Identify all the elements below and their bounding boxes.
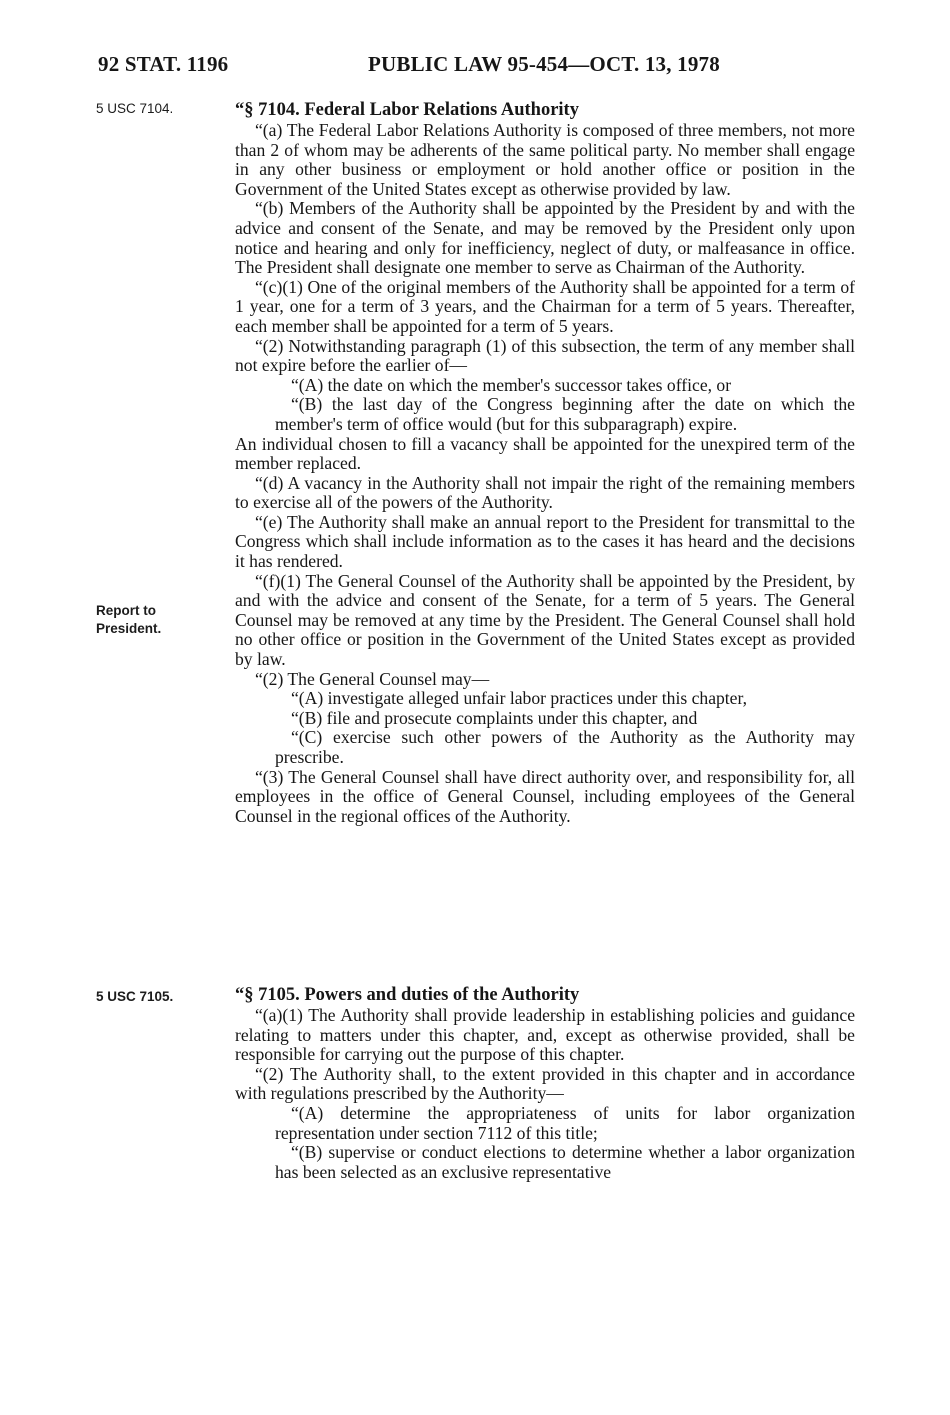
subparagraph-f2-c: “(C) exercise such other powers of the Authority as the Authority may prescribe. — [275, 727, 855, 767]
running-header: PUBLIC LAW 95-454—OCT. 13, 1978 — [368, 52, 720, 76]
subparagraph-f2-a: “(A) investigate alleged unfair labor practices under this chapter, — [291, 688, 748, 709]
paragraph-c2: “(2) Notwithstanding paragraph (1) of this subsection, the term of any member shall not expire before the earlier of— — [235, 335, 855, 376]
subparagraph-7105-a2-b: “(B) supervise or conduct elections to determine whether a labor organization has been selected as an exclusive representative — [275, 1142, 855, 1182]
margin-note-usc-7105: 5 USC 7105. — [96, 989, 174, 1004]
paragraph-a: “(a) The Federal Labor Relations Authority is composed of three members, not more than 2 of whom may be adherents of the same political party. No member shall engage in any other business or employment or hold another office or position in the Government of the United States except as otherwise provided by law. — [235, 120, 855, 199]
subparagraph-c2-a: “(A) the date on which the member's successor takes office, or — [291, 374, 732, 395]
paragraph-f3: “(3) The General Counsel shall have direct authority over, and responsibility for, all employees in the office of General Counsel, including employees of the General Counsel in the regional offices of the Authority. — [235, 766, 855, 826]
section-7105 — [235, 985, 855, 1182]
paragraph-f2: “(2) The General Counsel may— — [255, 668, 490, 689]
page-stat-citation: 92 STAT. 1196 — [98, 52, 229, 76]
paragraph-b: “(b) Members of the Authority shall be appointed by the President by and with the advice and consent of the Senate, and may be removed by the President only upon notice and hearing and only for inefficiency, neglect of duty, or malfeasance in office. The President shall designate one member to serve as Chairman of the Authority. — [235, 198, 855, 278]
paragraph-7105-a2: “(2) The Authority shall, to the extent provided in this chapter and in accordance with regulations prescribed by the Authority— — [235, 1063, 855, 1104]
subparagraph-f2-b: “(B) file and prosecute complaints under this chapter, and — [291, 707, 698, 728]
section-heading-7105: “§ 7105. Powers and duties of the Authority — [235, 985, 580, 1005]
margin-note-report-line2: President. — [96, 621, 162, 636]
margin-note-usc-7104: 5 USC 7104. — [96, 101, 174, 116]
subparagraph-7105-a2-a: “(A) determine the appropriateness of units for labor organization representation under section 7112 of this title; — [275, 1102, 855, 1143]
paragraph-7105-a1: “(a)(1) The Authority shall provide leadership in establishing policies and guidance relating to matters under this chapter, and, except as otherwise provided, shall be responsible for carrying out the purpose of this chapter. — [235, 1005, 855, 1065]
paragraph-f1: “(f)(1) The General Counsel of the Authority shall be appointed by the President, by and with the advice and consent of the Senate, for a term of 5 years. The General Counsel may be removed at any time by the President. The General Counsel shall hold no other office or position in the Government of the United States except as provided by law. — [235, 570, 855, 670]
section-heading-7104: “§ 7104. Federal Labor Relations Authority — [235, 100, 579, 120]
margin-note-report-line1: Report to — [96, 603, 156, 618]
paragraph-vacancy-flush: An individual chosen to fill a vacancy shall be appointed for the unexpired term of the member replaced. — [235, 433, 855, 474]
section-7104 — [235, 100, 855, 826]
subparagraph-c2-b: “(B) the last day of the Congress beginning after the date on which the member's term of office would (but for this subparagraph) expire. — [275, 394, 855, 434]
paragraph-d: “(d) A vacancy in the Authority shall not impair the right of the remaining members to exercise all of the powers of the Authority. — [235, 472, 855, 513]
margin-note-report — [96, 602, 161, 638]
paragraph-e: “(e) The Authority shall make an annual report to the President for transmittal to the Congress which shall include information as to the cases it has heard and the decisions it has rendered. — [235, 511, 855, 572]
paragraph-c1: “(c)(1) One of the original members of the Authority shall be appointed for a term of 1 year, one for a term of 3 years, and the Chairman for a term of 5 years. Thereafter, each member shall be appointed for a term of 5 years. — [235, 276, 855, 336]
